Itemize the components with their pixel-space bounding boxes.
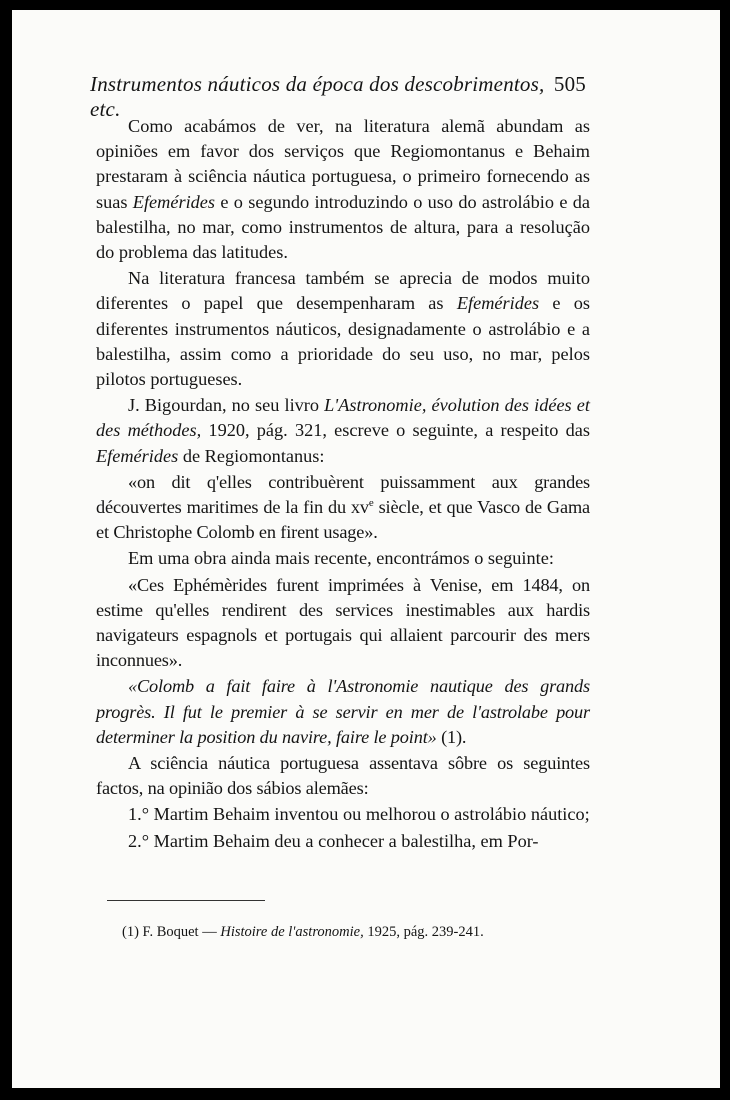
paragraph: J. Bigourdan, no seu livro L'Astronomie, évolution des idées et des méthodes, 1920, pág. 321, escreve o seguinte, a respeito das Efemérides de Regiomontanus: bbox=[96, 395, 590, 466]
paragraph: Como acabámos de ver, na literatura alemã abundam as opiniões em favor dos serviços que Regiomontanus e Behaim prestaram à sciência náutica portuguesa, o primeiro fornecendo as suas Efemérides e o segundo introduzindo o uso do astrolábio e da balestilha, no mar, como instrumentos de altura, para a resolução do problema das latitudes. bbox=[96, 116, 590, 263]
quote-paragraph: «on dit q'elles contribuèrent puissamment aux grandes découvertes maritimes de la fin du $xv^e$ siècle, et que Vasco de Gama et Christophe Colomb en firent usage». bbox=[96, 471, 590, 543]
footnote: (1) F. Boquet — Histoire de l'astronomie, 1925, pág. 239-241. bbox=[122, 924, 484, 940]
page-number: 505 bbox=[553, 72, 586, 96]
page bbox=[12, 10, 720, 1088]
paragraph: Na literatura francesa também se aprecia de modos muito diferentes o papel que desempenharam as Efemérides e os diferentes instrumentos náuticos, designadamente o astrolábio e a balestilha, assim como a prioridade do seu uso, no mar, pelos pilotos portugueses. bbox=[96, 268, 590, 390]
list-item: 2.° Martim Behaim deu a conhecer a balestilha, em Por- bbox=[128, 830, 539, 851]
paragraph: Em uma obra ainda mais recente, encontrámos o seguinte: bbox=[128, 548, 554, 569]
list-item: 1.° Martim Behaim inventou ou melhorou o astrolábio náutico; bbox=[128, 804, 590, 825]
paragraph: A sciência náutica portuguesa assentava sôbre os seguintes factos, na opinião dos sábios alemães: bbox=[96, 753, 590, 799]
quote-paragraph: «Ces Ephémèrides furent imprimées à Venise, em 1484, on estime qu'elles rendirent des services inestimables aux hardis navigateurs espagnols et portugais qui allaient parcourir des mers inconnues». bbox=[96, 574, 590, 671]
footnote-rule bbox=[107, 900, 265, 901]
running-title: Instrumentos náuticos da época dos descobrimentos, etc. bbox=[90, 72, 545, 121]
footnote-reference: (1). bbox=[441, 726, 467, 747]
quote-paragraph: «Colomb a fait faire à l'Astronomie nautique des grands progrès. Il fut le premier à se servir en mer de l'astrolabe pour determiner la position du navire, faire le point» (1). bbox=[96, 676, 590, 747]
body-text bbox=[96, 114, 590, 854]
